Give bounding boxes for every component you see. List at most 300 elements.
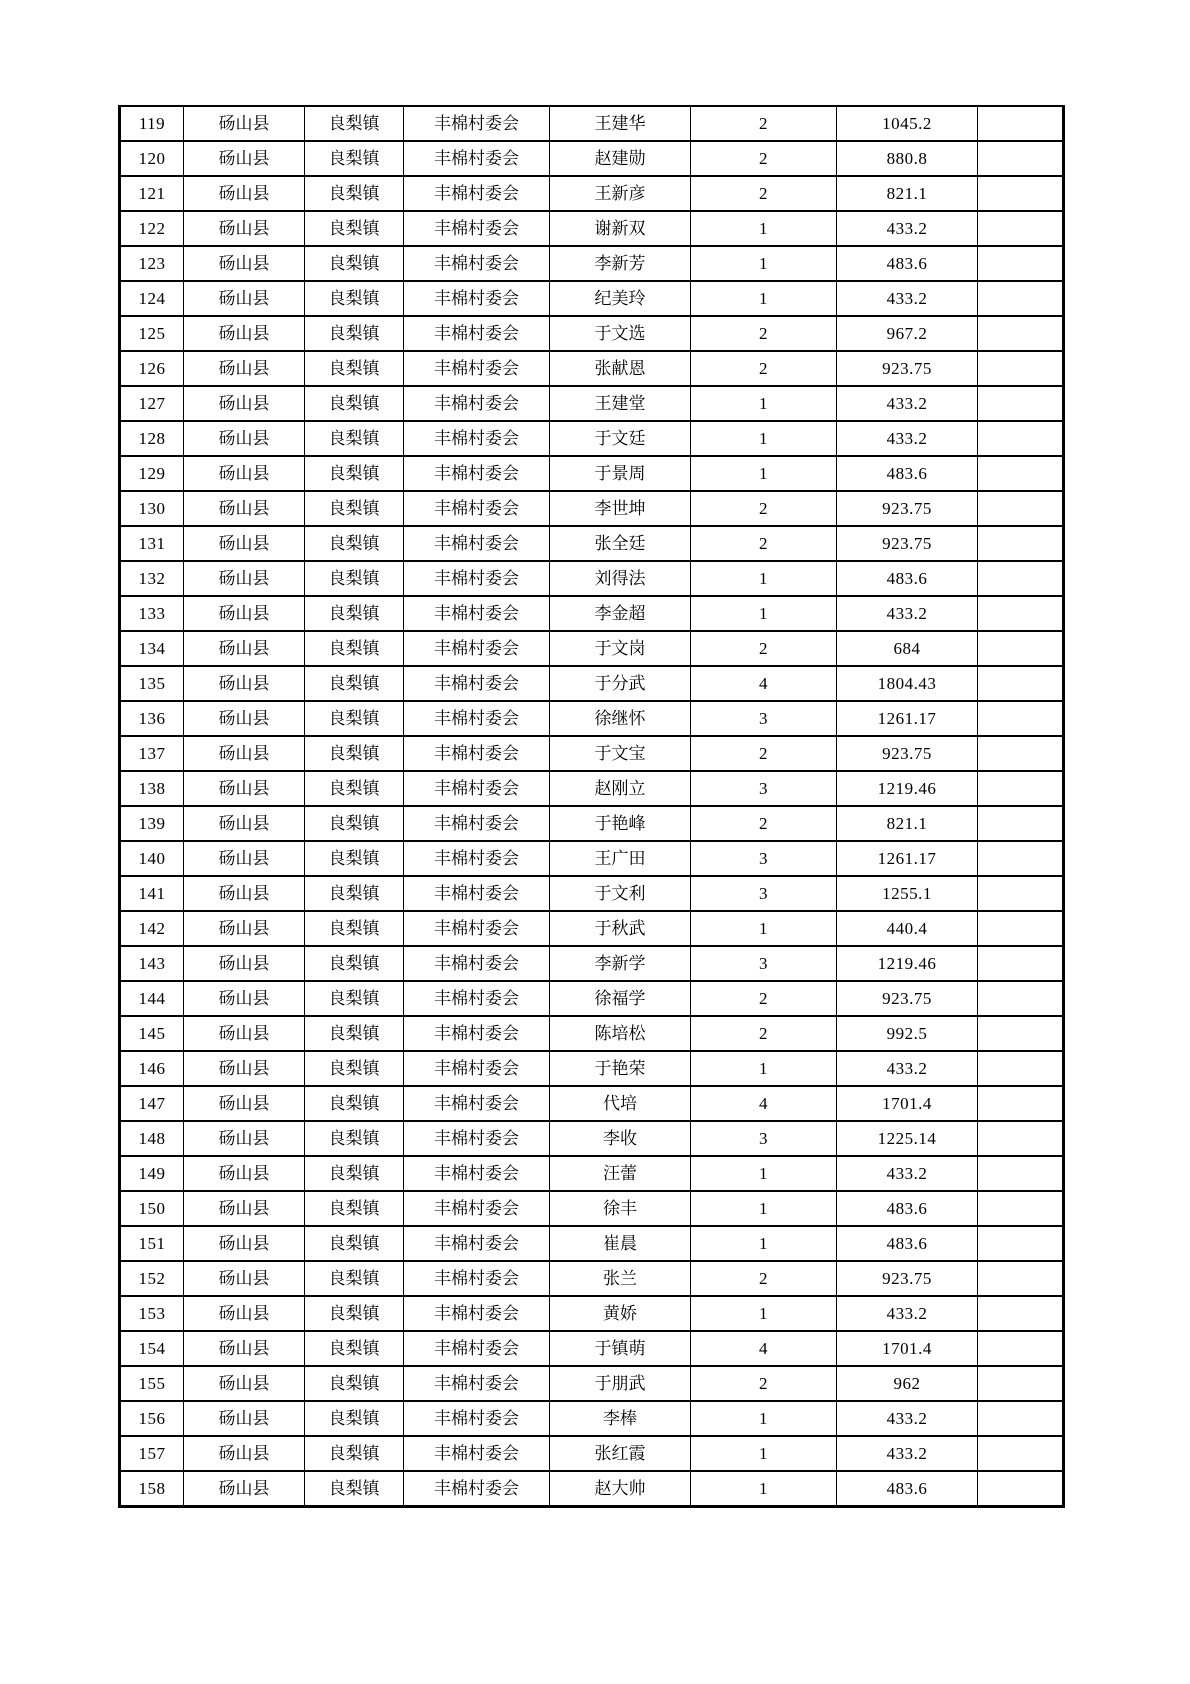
cell-person-name: 于景周: [550, 456, 691, 491]
cell-person-name: 王广田: [550, 841, 691, 876]
cell-village-committee: 丰棉村委会: [404, 1156, 550, 1191]
cell-town: 良梨镇: [305, 246, 404, 281]
cell-village-committee: 丰棉村委会: [404, 1296, 550, 1331]
cell-village-committee: 丰棉村委会: [404, 561, 550, 596]
cell-remark-empty: [978, 106, 1064, 141]
cell-serial-number: 135: [120, 666, 184, 701]
cell-county: 砀山县: [184, 456, 305, 491]
cell-village-committee: 丰棉村委会: [404, 596, 550, 631]
cell-amount: 483.6: [837, 1191, 978, 1226]
cell-person-count: 3: [691, 841, 837, 876]
table-row: [120, 1261, 1064, 1296]
cell-village-committee: 丰棉村委会: [404, 456, 550, 491]
cell-person-count: 2: [691, 141, 837, 176]
cell-person-name: 于秋武: [550, 911, 691, 946]
cell-county: 砀山县: [184, 526, 305, 561]
cell-remark-empty: [978, 1121, 1064, 1156]
cell-village-committee: 丰棉村委会: [404, 1471, 550, 1507]
cell-serial-number: 122: [120, 211, 184, 246]
cell-amount: 962: [837, 1366, 978, 1401]
cell-person-name: 张红霞: [550, 1436, 691, 1471]
table-row: [120, 1121, 1064, 1156]
table-row: [120, 176, 1064, 211]
cell-county: 砀山县: [184, 246, 305, 281]
cell-amount: 433.2: [837, 1401, 978, 1436]
cell-serial-number: 158: [120, 1471, 184, 1507]
cell-remark-empty: [978, 736, 1064, 771]
cell-person-name: 赵刚立: [550, 771, 691, 806]
cell-serial-number: 131: [120, 526, 184, 561]
table-row: [120, 211, 1064, 246]
cell-village-committee: 丰棉村委会: [404, 876, 550, 911]
cell-county: 砀山县: [184, 1086, 305, 1121]
cell-person-name: 于艳峰: [550, 806, 691, 841]
cell-person-name: 王建华: [550, 106, 691, 141]
cell-amount: 483.6: [837, 1226, 978, 1261]
cell-village-committee: 丰棉村委会: [404, 1366, 550, 1401]
cell-village-committee: 丰棉村委会: [404, 246, 550, 281]
cell-serial-number: 119: [120, 106, 184, 141]
cell-serial-number: 120: [120, 141, 184, 176]
cell-amount: 923.75: [837, 981, 978, 1016]
cell-county: 砀山县: [184, 561, 305, 596]
table-row: [120, 701, 1064, 736]
cell-person-count: 3: [691, 1121, 837, 1156]
cell-person-name: 于朋武: [550, 1366, 691, 1401]
cell-amount: 1261.17: [837, 701, 978, 736]
cell-town: 良梨镇: [305, 771, 404, 806]
cell-village-committee: 丰棉村委会: [404, 1261, 550, 1296]
cell-serial-number: 128: [120, 421, 184, 456]
cell-serial-number: 152: [120, 1261, 184, 1296]
cell-remark-empty: [978, 1191, 1064, 1226]
cell-serial-number: 154: [120, 1331, 184, 1366]
cell-person-count: 2: [691, 1366, 837, 1401]
cell-serial-number: 153: [120, 1296, 184, 1331]
cell-village-committee: 丰棉村委会: [404, 1436, 550, 1471]
table-row: [120, 841, 1064, 876]
cell-amount: 923.75: [837, 491, 978, 526]
cell-person-count: 1: [691, 1471, 837, 1507]
table-row: [120, 1086, 1064, 1121]
cell-serial-number: 136: [120, 701, 184, 736]
cell-remark-empty: [978, 456, 1064, 491]
cell-amount: 923.75: [837, 351, 978, 386]
cell-amount: 923.75: [837, 1261, 978, 1296]
cell-amount: 1219.46: [837, 771, 978, 806]
cell-town: 良梨镇: [305, 141, 404, 176]
cell-county: 砀山县: [184, 1331, 305, 1366]
cell-person-name: 李收: [550, 1121, 691, 1156]
cell-village-committee: 丰棉村委会: [404, 1191, 550, 1226]
cell-person-name: 于分武: [550, 666, 691, 701]
cell-person-name: 刘得法: [550, 561, 691, 596]
cell-person-count: 1: [691, 456, 837, 491]
cell-town: 良梨镇: [305, 981, 404, 1016]
table-row: [120, 1191, 1064, 1226]
cell-person-name: 王新彦: [550, 176, 691, 211]
cell-amount: 821.1: [837, 806, 978, 841]
cell-county: 砀山县: [184, 281, 305, 316]
table-row: [120, 526, 1064, 561]
table-row: [120, 1401, 1064, 1436]
cell-serial-number: 150: [120, 1191, 184, 1226]
table-row: [120, 736, 1064, 771]
cell-town: 良梨镇: [305, 1121, 404, 1156]
cell-town: 良梨镇: [305, 561, 404, 596]
cell-remark-empty: [978, 1366, 1064, 1401]
table-row: [120, 1471, 1064, 1507]
cell-county: 砀山县: [184, 211, 305, 246]
cell-person-name: 于文选: [550, 316, 691, 351]
cell-person-count: 4: [691, 1086, 837, 1121]
cell-village-committee: 丰棉村委会: [404, 1086, 550, 1121]
cell-person-name: 崔晨: [550, 1226, 691, 1261]
cell-remark-empty: [978, 491, 1064, 526]
cell-town: 良梨镇: [305, 946, 404, 981]
cell-serial-number: 147: [120, 1086, 184, 1121]
cell-amount: 923.75: [837, 736, 978, 771]
cell-person-name: 李世坤: [550, 491, 691, 526]
cell-amount: 483.6: [837, 1471, 978, 1507]
cell-remark-empty: [978, 911, 1064, 946]
cell-serial-number: 144: [120, 981, 184, 1016]
cell-amount: 440.4: [837, 911, 978, 946]
cell-village-committee: 丰棉村委会: [404, 666, 550, 701]
cell-town: 良梨镇: [305, 806, 404, 841]
cell-amount: 1261.17: [837, 841, 978, 876]
cell-remark-empty: [978, 876, 1064, 911]
cell-remark-empty: [978, 1086, 1064, 1121]
cell-remark-empty: [978, 701, 1064, 736]
cell-remark-empty: [978, 1401, 1064, 1436]
cell-village-committee: 丰棉村委会: [404, 806, 550, 841]
cell-county: 砀山县: [184, 736, 305, 771]
cell-village-committee: 丰棉村委会: [404, 736, 550, 771]
cell-serial-number: 155: [120, 1366, 184, 1401]
cell-town: 良梨镇: [305, 526, 404, 561]
cell-person-count: 1: [691, 1296, 837, 1331]
table-body: [120, 106, 1064, 1507]
cell-town: 良梨镇: [305, 1471, 404, 1507]
cell-village-committee: 丰棉村委会: [404, 491, 550, 526]
cell-person-count: 2: [691, 631, 837, 666]
table-row: [120, 596, 1064, 631]
cell-person-name: 张兰: [550, 1261, 691, 1296]
table-row: [120, 561, 1064, 596]
table-row: [120, 981, 1064, 1016]
cell-town: 良梨镇: [305, 1226, 404, 1261]
cell-person-count: 1: [691, 911, 837, 946]
cell-person-count: 2: [691, 1016, 837, 1051]
cell-person-count: 1: [691, 1436, 837, 1471]
cell-person-name: 陈培松: [550, 1016, 691, 1051]
payment-roster-table: [118, 105, 1065, 1508]
table-row: [120, 491, 1064, 526]
cell-remark-empty: [978, 1226, 1064, 1261]
cell-amount: 433.2: [837, 281, 978, 316]
cell-amount: 433.2: [837, 1436, 978, 1471]
cell-person-name: 王建堂: [550, 386, 691, 421]
cell-person-name: 徐福学: [550, 981, 691, 1016]
table-row: [120, 1051, 1064, 1086]
cell-person-count: 3: [691, 946, 837, 981]
cell-remark-empty: [978, 386, 1064, 421]
cell-person-count: 1: [691, 281, 837, 316]
cell-person-count: 2: [691, 736, 837, 771]
cell-amount: 433.2: [837, 386, 978, 421]
cell-person-count: 2: [691, 351, 837, 386]
cell-serial-number: 126: [120, 351, 184, 386]
cell-village-committee: 丰棉村委会: [404, 281, 550, 316]
cell-serial-number: 141: [120, 876, 184, 911]
cell-person-count: 2: [691, 106, 837, 141]
cell-county: 砀山县: [184, 491, 305, 526]
cell-person-name: 于文廷: [550, 421, 691, 456]
cell-person-count: 2: [691, 176, 837, 211]
cell-person-count: 2: [691, 491, 837, 526]
cell-person-count: 2: [691, 526, 837, 561]
cell-county: 砀山县: [184, 981, 305, 1016]
cell-village-committee: 丰棉村委会: [404, 946, 550, 981]
cell-county: 砀山县: [184, 596, 305, 631]
cell-town: 良梨镇: [305, 1086, 404, 1121]
cell-person-count: 1: [691, 421, 837, 456]
cell-county: 砀山县: [184, 1226, 305, 1261]
cell-county: 砀山县: [184, 1121, 305, 1156]
cell-amount: 923.75: [837, 526, 978, 561]
cell-serial-number: 140: [120, 841, 184, 876]
cell-remark-empty: [978, 1471, 1064, 1507]
cell-county: 砀山县: [184, 666, 305, 701]
cell-amount: 433.2: [837, 421, 978, 456]
cell-person-name: 于文岗: [550, 631, 691, 666]
cell-person-name: 徐继怀: [550, 701, 691, 736]
cell-serial-number: 127: [120, 386, 184, 421]
cell-person-count: 1: [691, 386, 837, 421]
table-row: [120, 1331, 1064, 1366]
cell-person-count: 3: [691, 771, 837, 806]
cell-town: 良梨镇: [305, 1051, 404, 1086]
cell-amount: 433.2: [837, 1156, 978, 1191]
table-row: [120, 876, 1064, 911]
cell-town: 良梨镇: [305, 281, 404, 316]
cell-town: 良梨镇: [305, 351, 404, 386]
cell-county: 砀山县: [184, 141, 305, 176]
cell-village-committee: 丰棉村委会: [404, 386, 550, 421]
cell-village-committee: 丰棉村委会: [404, 421, 550, 456]
cell-amount: 483.6: [837, 246, 978, 281]
cell-person-count: 2: [691, 806, 837, 841]
cell-remark-empty: [978, 1296, 1064, 1331]
cell-remark-empty: [978, 631, 1064, 666]
cell-remark-empty: [978, 841, 1064, 876]
cell-town: 良梨镇: [305, 1436, 404, 1471]
cell-amount: 1219.46: [837, 946, 978, 981]
cell-person-name: 李新芳: [550, 246, 691, 281]
cell-remark-empty: [978, 771, 1064, 806]
table-row: [120, 806, 1064, 841]
cell-amount: 1255.1: [837, 876, 978, 911]
table-row: [120, 386, 1064, 421]
cell-remark-empty: [978, 1156, 1064, 1191]
cell-town: 良梨镇: [305, 841, 404, 876]
cell-person-name: 张献恩: [550, 351, 691, 386]
cell-person-count: 2: [691, 981, 837, 1016]
cell-serial-number: 137: [120, 736, 184, 771]
cell-county: 砀山县: [184, 176, 305, 211]
cell-amount: 433.2: [837, 1296, 978, 1331]
cell-town: 良梨镇: [305, 1366, 404, 1401]
cell-serial-number: 138: [120, 771, 184, 806]
cell-county: 砀山县: [184, 771, 305, 806]
cell-village-committee: 丰棉村委会: [404, 176, 550, 211]
table-row: [120, 911, 1064, 946]
cell-town: 良梨镇: [305, 596, 404, 631]
cell-town: 良梨镇: [305, 176, 404, 211]
cell-village-committee: 丰棉村委会: [404, 316, 550, 351]
cell-amount: 967.2: [837, 316, 978, 351]
cell-person-name: 李新学: [550, 946, 691, 981]
cell-village-committee: 丰棉村委会: [404, 1226, 550, 1261]
cell-town: 良梨镇: [305, 736, 404, 771]
table-row: [120, 666, 1064, 701]
table-row: [120, 421, 1064, 456]
cell-serial-number: 145: [120, 1016, 184, 1051]
cell-serial-number: 151: [120, 1226, 184, 1261]
cell-serial-number: 125: [120, 316, 184, 351]
cell-town: 良梨镇: [305, 316, 404, 351]
cell-village-committee: 丰棉村委会: [404, 1401, 550, 1436]
table-row: [120, 946, 1064, 981]
cell-county: 砀山县: [184, 946, 305, 981]
cell-amount: 1804.43: [837, 666, 978, 701]
cell-village-committee: 丰棉村委会: [404, 701, 550, 736]
cell-person-count: 4: [691, 666, 837, 701]
cell-town: 良梨镇: [305, 1156, 404, 1191]
cell-remark-empty: [978, 176, 1064, 211]
cell-county: 砀山县: [184, 386, 305, 421]
table-row: [120, 1156, 1064, 1191]
cell-serial-number: 146: [120, 1051, 184, 1086]
cell-remark-empty: [978, 946, 1064, 981]
cell-person-count: 3: [691, 701, 837, 736]
table-row: [120, 631, 1064, 666]
table-row: [120, 771, 1064, 806]
cell-person-count: 4: [691, 1331, 837, 1366]
cell-village-committee: 丰棉村委会: [404, 1051, 550, 1086]
cell-county: 砀山县: [184, 1016, 305, 1051]
cell-person-name: 张全廷: [550, 526, 691, 561]
cell-town: 良梨镇: [305, 211, 404, 246]
cell-serial-number: 130: [120, 491, 184, 526]
cell-town: 良梨镇: [305, 1331, 404, 1366]
cell-serial-number: 149: [120, 1156, 184, 1191]
cell-serial-number: 132: [120, 561, 184, 596]
cell-county: 砀山县: [184, 1366, 305, 1401]
cell-person-name: 纪美玲: [550, 281, 691, 316]
cell-county: 砀山县: [184, 1191, 305, 1226]
cell-village-committee: 丰棉村委会: [404, 106, 550, 141]
cell-remark-empty: [978, 526, 1064, 561]
cell-person-count: 1: [691, 1156, 837, 1191]
cell-village-committee: 丰棉村委会: [404, 631, 550, 666]
cell-person-name: 李棒: [550, 1401, 691, 1436]
cell-amount: 1701.4: [837, 1086, 978, 1121]
cell-person-name: 赵建勋: [550, 141, 691, 176]
cell-serial-number: 129: [120, 456, 184, 491]
cell-town: 良梨镇: [305, 1261, 404, 1296]
cell-town: 良梨镇: [305, 106, 404, 141]
cell-village-committee: 丰棉村委会: [404, 841, 550, 876]
cell-remark-empty: [978, 281, 1064, 316]
cell-remark-empty: [978, 1436, 1064, 1471]
table-row: [120, 351, 1064, 386]
cell-county: 砀山县: [184, 1436, 305, 1471]
cell-county: 砀山县: [184, 911, 305, 946]
cell-amount: 433.2: [837, 1051, 978, 1086]
cell-county: 砀山县: [184, 1051, 305, 1086]
cell-person-name: 于文利: [550, 876, 691, 911]
cell-county: 砀山县: [184, 631, 305, 666]
cell-town: 良梨镇: [305, 1191, 404, 1226]
cell-village-committee: 丰棉村委会: [404, 981, 550, 1016]
cell-amount: 1045.2: [837, 106, 978, 141]
table-row: [120, 106, 1064, 141]
cell-person-count: 2: [691, 316, 837, 351]
cell-person-name: 黄娇: [550, 1296, 691, 1331]
table-row: [120, 246, 1064, 281]
cell-person-count: 1: [691, 561, 837, 596]
cell-serial-number: 133: [120, 596, 184, 631]
cell-town: 良梨镇: [305, 876, 404, 911]
cell-remark-empty: [978, 421, 1064, 456]
table-row: [120, 1226, 1064, 1261]
cell-town: 良梨镇: [305, 421, 404, 456]
cell-town: 良梨镇: [305, 386, 404, 421]
cell-village-committee: 丰棉村委会: [404, 526, 550, 561]
cell-person-count: 1: [691, 1226, 837, 1261]
cell-county: 砀山县: [184, 1261, 305, 1296]
cell-amount: 433.2: [837, 596, 978, 631]
cell-remark-empty: [978, 1261, 1064, 1296]
cell-village-committee: 丰棉村委会: [404, 211, 550, 246]
cell-county: 砀山县: [184, 316, 305, 351]
cell-remark-empty: [978, 1331, 1064, 1366]
cell-remark-empty: [978, 1016, 1064, 1051]
cell-village-committee: 丰棉村委会: [404, 911, 550, 946]
cell-town: 良梨镇: [305, 1296, 404, 1331]
cell-town: 良梨镇: [305, 701, 404, 736]
cell-village-committee: 丰棉村委会: [404, 771, 550, 806]
cell-person-name: 于艳荣: [550, 1051, 691, 1086]
cell-person-name: 李金超: [550, 596, 691, 631]
cell-county: 砀山县: [184, 806, 305, 841]
cell-person-count: 2: [691, 1261, 837, 1296]
cell-county: 砀山县: [184, 1471, 305, 1507]
cell-village-committee: 丰棉村委会: [404, 141, 550, 176]
cell-village-committee: 丰棉村委会: [404, 1016, 550, 1051]
cell-amount: 821.1: [837, 176, 978, 211]
cell-county: 砀山县: [184, 421, 305, 456]
cell-person-count: 3: [691, 876, 837, 911]
cell-county: 砀山县: [184, 351, 305, 386]
cell-person-count: 1: [691, 246, 837, 281]
cell-amount: 992.5: [837, 1016, 978, 1051]
cell-serial-number: 139: [120, 806, 184, 841]
cell-county: 砀山县: [184, 106, 305, 141]
cell-remark-empty: [978, 141, 1064, 176]
